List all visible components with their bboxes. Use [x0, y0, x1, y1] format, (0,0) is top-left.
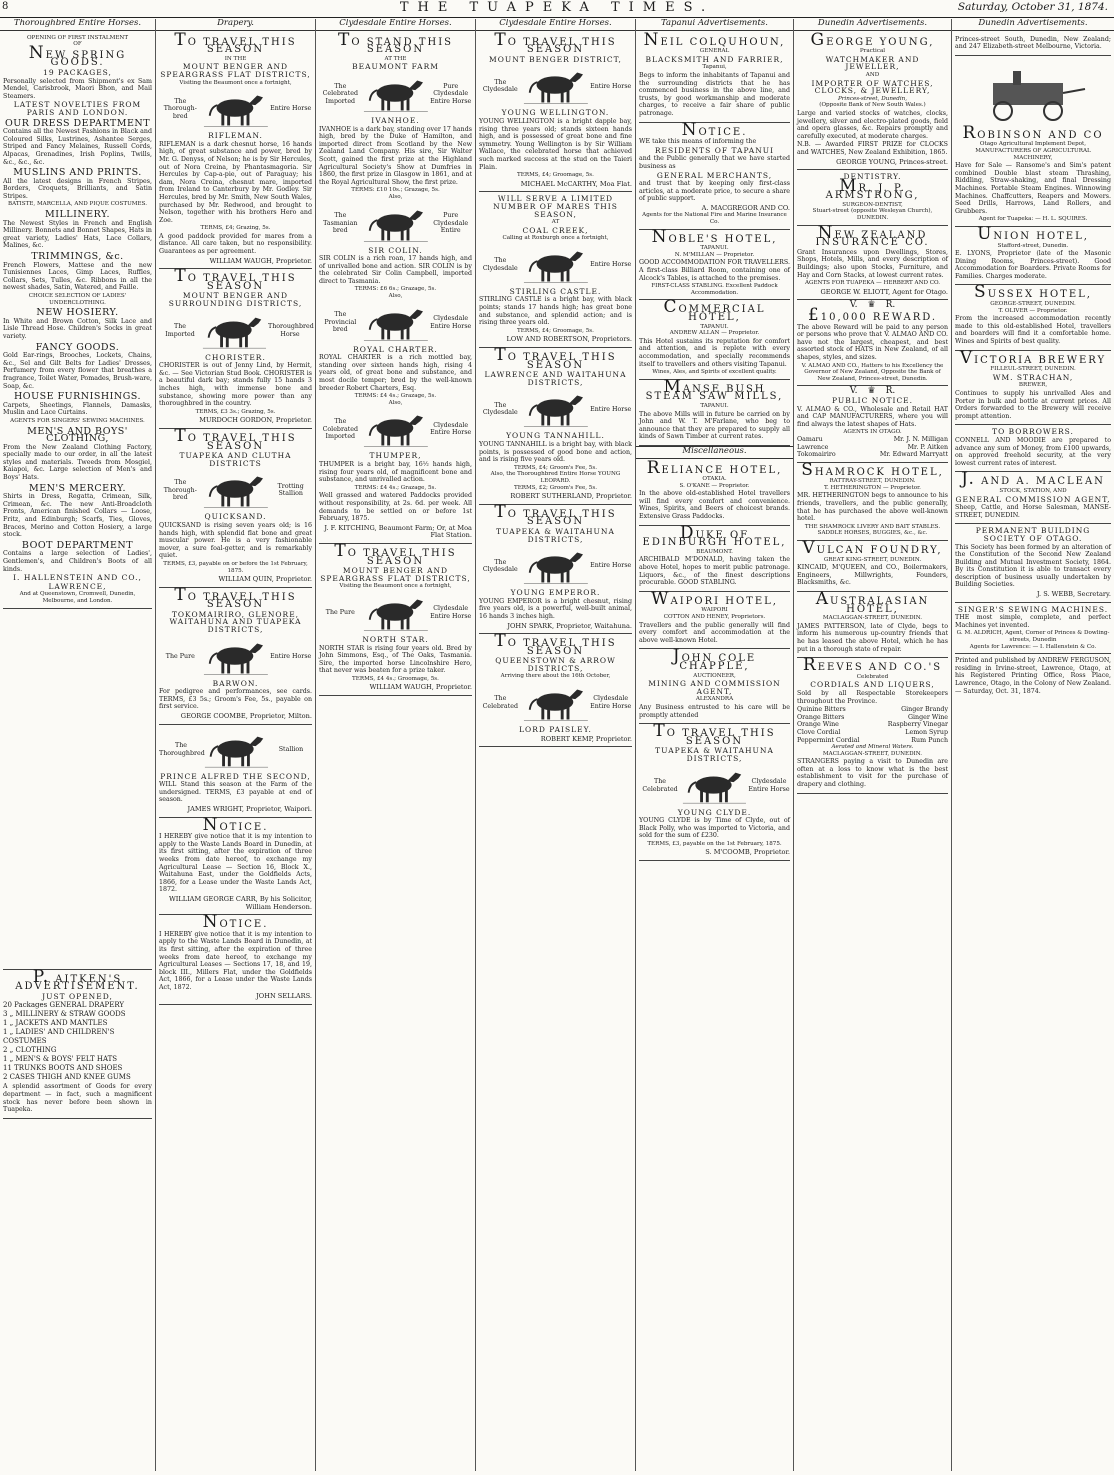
horse-engraving-icon	[522, 66, 590, 106]
commercial-hotel-ad: COMMERCIAL HOTEL, TAPANUI. ANDREW ALLAN — Proprietor. This Hotel sustains its reputation for comfort and attention, and is replete with every accommodation, and specially recommends itself to travellers and others visiting Tapanui. Wines, Ales, and Spirits of excellent quality.	[639, 300, 790, 379]
building-society-ad: PERMANENT BUILDING SOCIETY OF OTAGO. This Society has been formed by an alteration of the Constitution of the Second New Zealand Building and Mutual Investment Society, 1864. By its Constitution it is able to transact every description of business usually undertaken by Building Societies. J. S. WEBB, Secretary.	[955, 524, 1111, 602]
goods-list-item: 3 „ MILLINERY & STRAW GOODS	[3, 1010, 126, 1019]
column-header: Drapery.	[156, 19, 315, 31]
union-hotel-ad: UNION HOTEL, Stafford-street, Dunedin. E. LYONS, Proprietor (late of the Masonic Dining Rooms, Princes-street). Good Accommodation for Boarders. Private Rooms for Families. Charges moderate.	[955, 227, 1111, 286]
product-row: Clove Cordial Lemon Syrup	[797, 728, 948, 736]
page-number: 8	[2, 1, 9, 12]
crest-icon: ♛	[867, 386, 876, 397]
nz-insurance-ad: NEW ZEALAND INSURANCE CO. Grant Insurances upon Dwellings, Stores, Shops, Hotels, Mills, and every description of Buildings; also upon Stocks, Furniture, and Hay and Corn Stacks, at lowest current rates. AGENTS FOR TUAPEKA — HERBERT AND CO. GEORGE W. ELIOTT, Agent for Otago.	[797, 226, 948, 301]
duke-of-edinburgh-ad: DUKE OF EDINBURGH HOTEL, BEAUMONT. ARCHIBALD M'DONALD, having taken the above Hotel, hopes to merit public patronage. Liquors, &c., of the finest descriptions procurable. GOOD STABLING.	[639, 526, 790, 592]
goods-list-item: 1 „ MEN'S & BOYS' FELT HATS	[3, 1055, 118, 1064]
royal-cipher-r-icon: R.	[885, 300, 896, 311]
horse-engraving-icon	[362, 204, 430, 244]
horse-name: THUMPER,	[369, 451, 422, 461]
horse-engraving-icon	[362, 74, 430, 114]
sussex-hotel-ad: SUSSEX HOTEL, GEORGE-STREET, DUNEDIN. T. OLIVER — Proprietor. From the increased accommodation recently made to this old-established Hotel, travellers and boarders will find it a comfortable home. Wines and Spirits of best quality.	[955, 285, 1111, 350]
column-dunedin-2	[952, 19, 1114, 1471]
young-clyde-ad: TO TRAVEL THIS SEASON TUAPEKA & WAITAHUNA DISTRICTS, The Celebrated Clydesdale Entire Horse YOUNG CLYDE. YOUNG CLYDE is by Time of Clyde, out of Black Polly, who was imported to Victoria, and sold for the sum of £230. TERMS, £3, payable on the 1st February, 1875. S. M'COOMB, Proprietor.	[639, 724, 790, 861]
victoria-brewery-ad: VICTORIA BREWERY FILLEUL-STREET, DUNEDIN. WM. STRACHAN, BREWER, Continues to supply his unrivalled Ales and Porter in bulk and bottle at current prices. All Orders forwarded to the Brewery will receive prompt attention.	[955, 351, 1111, 426]
chapple-ad: JOHN COLE CHAPPLE, AUCTIONEER, MINING AND COMMISSION AGENT, ALEXANDRA Any Business entrusted to his care will be promptly attended	[639, 649, 790, 724]
royal-cipher-v-icon: V.	[849, 300, 858, 311]
horse-engraving-icon	[362, 409, 430, 449]
column-header: Tapanui Advertisements.	[636, 19, 793, 31]
product-row: Peppermint Cordial Rum Punch	[797, 736, 948, 744]
column-drapery-hallenstein	[0, 19, 156, 1471]
north-star-ad: TO TRAVEL THIS SEASON MOUNT BENGER AND SPEARGRASS FLAT DISTRICTS, Visiting the Beaumont once a fortnight, The Pure Clydesdale Entire Horse NORTH STAR. NORTH STAR is rising four years old. Bred by John Simmons, Esq., of The Oaks, Tasmania. Sire, the imported horse Lincolnshire Hero, that never was beaten for a prize taker. TERMS, £4 4s.; Groomage, 5s. WILLIAM WAUGH, Proprietor.	[319, 544, 472, 696]
goods-list-item: 1 „ LADIES' AND CHILDREN'S COSTUMES	[3, 1028, 115, 1046]
armstrong-dentist-ad: DENTISTRY. MR. J. P. ARMSTRONG, SURGEON-DENTIST, Stuart-street (opposite Wesleyan Church), DUNEDIN.	[797, 170, 948, 226]
robinson-ad: ROBINSON AND CO Otago Agricultural Implement Depot, MANUFACTURERS OF AGRICULTURAL MACHINERY, Have for Sale — Ransome's and Sim's patent combined Double blast steam Thrashing, Riddling, Straw-shaking, and final Dressing Machines. Portable Steam Engines. Winnowing Machines. Chaffcutters, Reapers and Mowers. Seed Drills, Harrows, Land Rollers, and Grubbers. Agent for Tuapeka: — H. L. SQUIRES.	[955, 56, 1111, 227]
young-wellington-ad: TO TRAVEL THIS SEASON MOUNT BENGER DISTRICT, The Clydesdale Entire Horse YOUNG WELLINGTON. YOUNG WELLINGTON is a bright dapple bay, rising three years old; stands sixteen hands high, and is possessed of great bone and fine symmetry. Young Wellington is by Sir William Wallace, the celebrated horse that achieved such marked success at the stud on the Taieri Plain. TERMS, £4; Groomage, 5s. MICHAEL McCARTHY, Moa Flat.	[479, 33, 632, 193]
colquhoun-ad: NEIL COLQUHOUN, GENERAL BLACKSMITH AND FARRIER, Tapanui, Begs to inform the inhabitants of Tapanui and the surrounding districts that he has commenced business in the above line, and trusts, by good workmanship and moderate charges, to receive a fair share of public patronage.	[639, 33, 790, 123]
quicksand-ad: TO TRAVEL THIS SEASON TUAPEKA AND CLUTHA DISTRICTS The Thorough-bred Trotting Stallion QUICKSAND. QUICKSAND is rising seven years old; is 16 hands high, with splendid flat bone and great muscular power. He is a very fashionable mover, a sure foal-getter, and is remarkably quiet. TERMS, £3, payable on or before the 1st February, 1875. WILLIAM QUIN, Proprietor.	[159, 429, 312, 588]
nobles-hotel-ad: NOBLE'S HOTEL, TAPANUI. N. M'MILLAN — Proprietor. GOOD ACCOMMODATION FOR TRAVELLERS. A first-class Billiard Room, containing one of Alcock's Tables, is attached to the premises. FIRST-CLASS STABLING. Excellent Paddock Accommodation.	[639, 230, 790, 301]
column-tapanui	[636, 19, 794, 1471]
horse-name: YOUNG EMPEROR.	[510, 588, 601, 598]
hallenstein-ad: OPENING OF FIRST INSTALMENT OF NEW SPRING GOODS. 19 PACKAGES, Personally selected from Shipment's ex Sam Mendel, Carisbrook, Maori Bhon, and Mail Steamers. LATEST NOVELTIES FROM PARIS AND LONDON. OUR DRESS DEPARTMENT Contains all the Newest Fashions in Black and Coloured Silks, Lustrines, Ashantee Serges, Striped and Fancy Melaines, Russell Cords, Alpacas, Grenadines, Irish Poplins, Twills, &c., &c., &c. MUSLINS AND PRINTS. All the latest designs in French Stripes, Borders, Croquets, Brilliants, and Satin Stripes. BATISTE, MARCELLA, AND PIQUE COSTUMES. MILLINERY. The Newest Styles in French and English Millinery. Bonnets and Bonnet Shapes, Hats in great variety, Ladies' Hats, Lace Collars, Malines, &c. TRIMMINGS, &c. French Flowers, Mattese and the new Tunisiennes Laces, Gimp Laces, Ruffles, Collars, Sets, Tulles, &c. Ribbons in all the newest shades, Satin, Watered, and Faille. CHOICE SELECTION OF LADIES' UNDERCLOTHING. NEW HOSIERY. In White and Brown Cotton, Silk Lace and Lisle Thread Hose. Children's Socks in great variety. FANCY GOODS. Gold Ear-rings, Brooches, Lockets, Chains, &c., Sel and Gilt Belts for Ladies' Dresses, Perfumery from every flower that breathes a fragrance, Toilet Water, Pomades, Brush-ware, Soap, &c. HOUSE FURNISHINGS. Carpets, Sheetings, Flannels, Damasks, Muslin and Lace Curtains. AGENTS FOR SINGERS' SEWING MACHINES. MEN'S AND BOYS' CLOTHING, From the New Zealand Clothing Factory, specially made to our order, in all the latest styles and materials. Tweeds from Mosgiel, Kaiapoi, &c. Large selection of Men's and Boys' Hats. MEN'S MERCERY. Shirts in Dress, Regatta, Crimean, Silk, Crimean, &c. The new Anti-Broadcloth Fronts, American finished Collars — Loose, Fritz, and Edinburgh; Scarfs, Ties, Gloves, Braces, Merino and Cotton Hosiery, a large stock. BOOT DEPARTMENT Contains a large selection of Ladies', Gentlemen's, and Children's Boots of all kinds. I. HALLENSTEIN AND CO., LAWRENCE, And at Queenstown, Cromwell, Dunedin, Melbourne, and London.	[3, 33, 152, 609]
horse-engraving-icon	[201, 311, 268, 351]
horse-name: SIR COLIN.	[368, 245, 423, 255]
goods-list-item: 11 TRUNKS BOOTS AND SHOES	[3, 1064, 123, 1073]
borrowers-ad: TO BORROWERS. CONNELL AND MOODIE are prepared to advance any sum of Money, from £100 upwards, on approved freehold security, at the very lowest current rates of interest.	[955, 425, 1111, 472]
blank-space	[3, 609, 152, 969]
product-row: Orange Bitters Ginger Wine	[797, 713, 948, 721]
ad-title: P. AITKEN'S ADVERTISEMENT.	[15, 966, 140, 993]
almao-public-notice: V. ♛ R. PUBLIC NOTICE. V. ALMAO & CO., Wholesale and Retail HAT and CAP MANUFACTURERS, where you will find always the latest shapes of Hats. AGENTS IN OTAGO. Oamaru Mr. J. N. Milligan Lawrence Mr. P. Aitken Tokomairiro Mr. Edward Marryatt	[797, 386, 948, 462]
horse-engraving-icon	[202, 89, 270, 129]
horse-name: NORTH STAR.	[362, 634, 429, 644]
goods-list-item: 1 „ JACKETS AND MANTLES	[3, 1019, 108, 1028]
horse-name: ROYAL CHARTER.	[353, 344, 438, 354]
maclean-ad: J. AND A. MACLEAN STOCK, STATION, AND GENERAL COMMISSION AGENT, Sheep, Cattle, and Horse Salesman, MANSE-STREET, DUNEDIN.	[955, 472, 1111, 524]
product-row: Orange Wine Raspberry Vinegar	[797, 721, 948, 729]
prince-alfred-ad: The Thoroughbred Stallion PRINCE ALFRED THE SECOND, WILL Stand this season at the Farm of the undersigned. TERMS, £3 payable at end of season. JAMES WRIGHT, Proprietor, Waipori.	[159, 725, 312, 818]
horse-engraving-icon	[522, 245, 590, 285]
horse-engraving-icon	[681, 766, 748, 806]
saw-mills-ad: MANSE BUSH STEAM SAW MILLS, TAPANUI. The above Mills will in future be carried on by John and W. T. M'Farlane, who beg to announce that they are prepared to supply all kinds of Sawn Timber at current rates.	[639, 380, 790, 446]
machine-engraving-icon	[955, 58, 1111, 128]
column-header: Thoroughbred Entire Horses.	[0, 19, 155, 31]
goods-list-item: 2 „ CLOTHING	[3, 1046, 57, 1055]
reeves-cordials-ad: REEVES AND CO.'S Celebrated CORDIALS AND LIQUERS, Sold by all Respectable Storekeepers throughout the Province. Quinine Bitters Ginger Brandy Orange Bitters Ginger Wine Orange Wine Raspberry Vinegar Clove Cordial Lemon Syrup Peppermint Cordial Rum Punch Aerated and Mineral Waters. MACLAGGAN-STREET, DUNEDIN. STRANGERS paying a visit to Dunedin are often at a loss to know what is the best establishment to visit for the purchase of drapery and clothing.	[797, 658, 948, 794]
column-header: Clydesdale Entire Horses.	[316, 19, 475, 31]
imprint: Printed and published by ANDREW FERGUSON, residing in Irvine-street, Lawrence, Otago, at his Registered Printing Office, Ross Place, Lawrence, Otago, in the Colony of New Zealand. — Saturday, Oct. 31, 1874.	[955, 657, 1111, 695]
agent-row: Oamaru Mr. J. N. Milligan	[797, 435, 948, 443]
horse-engraving-icon	[522, 546, 590, 586]
crest-icon: ♛	[867, 300, 876, 311]
advertiser-name: I. HALLENSTEIN AND CO.,	[13, 573, 142, 583]
agent-row: Tokomairiro Mr. Edward Marryatt	[797, 451, 948, 459]
rifleman-ad: TO TRAVEL THIS SEASON IN THE MOUNT BENGER AND SPEARGRASS FLAT DISTRICTS, Visiting the Beaumont once a fortnight, The Thorough-bred Entire Horse RIFLEMAN. RIFLEMAN is a dark chesnut horse, 16 hands high, of great substance and power, bred by Mr. G. Denyss, of Nelson; he is by Sir Hercules, out of Nora Creina, by Phantasmagoria. Sir Hercules by Cap-a-pie, out of Paraguay; his dam, Nora Creina, chesnut mare, imported from Ireland to Canterbury by Mr. Godley. Sir Hercules, bred by Mr. Smith, New South Wales, purchased by Mr. Redwood, and brought to Nelson, together with his brothers Hero and Zoe. TERMS, £4; Grazing, 5s. A good paddock provided for mares from a distance. All care taken, but no responsibility. Guarantees as per agreement. WILLIAM WAUGH, Proprietor.	[159, 33, 312, 270]
royal-cipher-r-icon: R.	[885, 386, 896, 397]
masthead	[0, 0, 1114, 18]
almao-reward-ad: V. ♛ R. £10,000 REWARD. The above Reward will be paid to any person or persons who prove that V. ALMAO AND CO. have not the largest, cheapest, and best assorted stock of HATS in New Zealand, of all shapes, styles, and sizes. V. ALMAO AND CO., Hatters to his Excellency the Governor of New Zealand, Opposite the Bank of New Zealand, Princes-street, Dunedin.	[797, 300, 948, 386]
issue-date: Saturday, October 31, 1874.	[957, 1, 1108, 13]
reliance-hotel-ad: RELIANCE HOTEL, OTAKIA. S. O'KANE — Proprietor. In the above old-established Hotel travellers will find every comfort and convenience. Wines, Spirits, and Beers of choicest brands. Extensive Grass Paddocks.	[639, 461, 790, 526]
horse-name: IVANHOE.	[371, 115, 420, 125]
agent-row: Lawrence Mr. P. Aitken	[797, 443, 948, 451]
royal-cipher-v-icon: V.	[849, 386, 858, 397]
section-header: Miscellaneous.	[636, 446, 793, 459]
horse-name: CHORISTER.	[205, 352, 266, 362]
goods-list-item: 2 CASES THIGH AND KNEE GUMS	[3, 1073, 131, 1082]
horse-name: YOUNG WELLINGTON.	[501, 108, 610, 118]
waipori-hotel-ad: WAIPORI HOTEL, WAIPORI COTTON AND HENEY, Proprietors. Travellers and the public generally will find every comfort and accommodation at the above well-known Hotel.	[639, 592, 790, 650]
singer-ad: SINGER'S SEWING MACHINES. THE most simple, complete, and perfect Machines yet invented. G. M. ALDRICH, Agent, Corner of Princes & Dowling-streets, Dunedin Agents for Lawrence: — I. Hallenstein & Co.	[955, 603, 1111, 655]
beaumont-farm-ad: TO STAND THIS SEASON AT THE BEAUMONT FARM The Celebrated Imported Pure Clydesdale Entire Horse IVANHOE. IVANHOE is a dark bay, standing over 17 hands high, bred by the Duke of Hamilton, and imported direct from Scotland by the New Zealand Land Company. His sire, Sir Walter Scott, gained the first prize at the Highland Agricultural Society's Show at Dumfries in 1860, the first prize in Glasgow in 1861, and at the Royal Agricultural Show, the first prize. TERMS: £10 10s.; Grazage, 5s. Also, The Tasmanian bred Pure Clydesdale Entire SIR COLIN. SIR COLIN is a rich roan, 17 hands high, and of unrivalled bone and action. SIR COLIN is by the celebrated Sir Colin Campbell, imported direct to Tasmania. TERMS: £6 6s.; Grazage, 5s. Also, The Provincial bred Clydesdale Entire Horse ROYAL CHARTER. ROYAL CHARTER is a rich mottled bay, standing over sixteen hands high, rising 4 years old, of great bone and substance, and most docile temper; bred by the well-known breeder Robert Charters, Esq. TERMS: £4 4s.; Grazage, 5s. Also, The Colebrated Imported Clydesdale Entire Horse THUMPER, THUMPER is a bright bay, 16½ hands high, rising four years old, of magnificent bone and substance, and unrivalled action. TERMS: £4 4s.; Grazage, 5s. Well grassed and watered Paddocks provided without responsibility, at 2s. 6d. per week. All demands to be settled on or before 1st February, 1875. J. F. KITCHING, Beaumont Farm; Or, at Moa Flat Station.	[319, 33, 472, 544]
newspaper-title: THE TUAPEKA TIMES.	[399, 0, 715, 15]
horse-engraving-icon	[362, 593, 430, 633]
horse-engraving-icon	[202, 470, 270, 510]
horse-engraving-icon	[522, 683, 590, 723]
young-emperor-ad: TO TRAVEL THIS SEASON TUAPEKA & WAITAHUNA DISTRICTS, The Clydesdale Entire Horse YOUNG EMPEROR. YOUNG EMPEROR is a bright chesnut, rising five years old, is a powerful, well-built animal, 16 hands 3 inches high. JOHN SPARK, Proprietor, Waitahuna.	[479, 505, 632, 634]
barwon-ad: TO TRAVEL THIS SEASON TOKOMAIRIRO, GLENORE, WAITAHUNA AND TUAPEKA DISTRICTS, The Pure Entire Horse BARWON. For pedigree and performances, see cards. TERMS, £3 5s.; Groom's Fee, 5s., payable on first service. GEORGE COOMBE, Proprietor, Milton.	[159, 588, 312, 725]
george-young-ad: GEORGE YOUNG, Practical WATCHMAKER AND JEWELLER, AND IMPORTER OF WATCHES, CLOCKS, & JEWELLERY, Princes-street, Dunedin, (Opposite Bank of New South Wales.) Large and varied stocks of watches, clocks, jewellery, silver and electro-plated goods, field and opera glasses, &c. Repairs promptly and carefully executed, at moderate charges. N.B. — Awarded FIRST PRIZE for CLOCKS and WATCHES, New Zealand Exhibition, 1865. GEORGE YOUNG, Princes-street.	[797, 33, 948, 171]
horse-engraving-icon	[203, 730, 270, 770]
macgregor-notice: NOTICE. WE take this means of informing the RESIDENTS OF TAPANUI and the Public generally that we have started business as GENERAL MERCHANTS, and trust that by keeping only first-class articles, at a moderate price, to secure a share of public support. A. MACGREGOR AND CO. Agents for the National Fire and Marine Insurance Co.	[639, 123, 790, 230]
ad-title: NEW SPRING GOODS.	[28, 42, 127, 69]
australasian-hotel-ad: AUSTRALASIAN HOTEL, MACLAGGAN-STREET, DUNEDIN. JAMES PATTERSON, late of Clyde, begs to inform his numerous up-country friends that he has leased the above Hotel, which he has put in a thorough state of repair.	[797, 592, 948, 658]
young-tannahill-ad: TO TRAVEL THIS SEASON LAWRENCE AND WAITAHUNA DISTRICTS, The Clydesdale Entire Horse YOUNG TANNAHILL. YOUNG TANNAHILL is a bright bay, with black points, is possessed of good bone and action, and is rising five years old. TERMS, £4; Groom's Fee, 5s. Also, the Thoroughbred Entire Horse YOUNG LEOPARD. TERMS, £2; Groom's Fee, 5s. ROBERT SUTHERLAND, Proprietor.	[479, 348, 632, 505]
horse-name: PRINCE ALFRED THE SECOND,	[160, 771, 311, 781]
notice-carr: NOTICE. I HEREBY give notice that it is my intention to apply to the Waste Lands Board in Dunedin, at its first sitting, after the expiration of three weeks from date hereof, to exchange my Agricultural Lease — Section 16, Block X., Waitahuna East, under the Goldfields Acts, 1866, for a Lease under the Waste Lands Act, 1872. WILLIAM GEORGE CARR, By his Solicitor, William Henderson.	[159, 818, 312, 916]
horse-name: LORD PAISLEY.	[519, 725, 592, 735]
horse-name: YOUNG CLYDE.	[677, 807, 752, 817]
horse-name: RIFLEMAN.	[208, 131, 263, 141]
product-row: Quinine Bitters Ginger Brandy	[797, 706, 948, 714]
aitken-ad: P. AITKEN'S ADVERTISEMENT. JUST OPENED, 20 Packages GENERAL DRAPERY 3 „ MILLINERY & STRAW GOODS 1 „ JACKETS AND MANTLES 1 „ LADIES' AND CHILDREN'S COSTUMES 2 „ CLOTHING 1 „ MEN'S & BOYS' FELT HATS 11 TRUNKS BOOTS AND SHOES 2 CASES THIGH AND KNEE GUMS A splendid assortment of Goods for every department — in fact, such a magnificent stock has never before been shown in Tuapeka.	[3, 969, 152, 1119]
vulcan-foundry-ad: VULCAN FOUNDRY, GREAT KING-STREET, DUNEDIN. KINCAID, M'QUEEN, and CO., Boilermakers, Engineers, Millwrights, Founders, Blacksmiths, &c.	[797, 541, 948, 592]
horse-name: BARWON.	[212, 678, 259, 688]
horse-name: QUICKSAND.	[204, 512, 267, 522]
notice-sellars: NOTICE. I HEREBY give notice that it is my intention to apply to the Waste Lands Board in Dunedin, at its first sitting, after the expiration of three weeks from date hereof, to exchange my Agricultural Leases — Sections 17, 18, and 19, block III., Millers Flat, under the Goldfields Act, 1866, for a Lease under the Waste Lands Act, 1872. JOHN SELLARS.	[159, 915, 312, 1005]
horse-name: YOUNG TANNAHILL.	[506, 431, 605, 441]
column-header: Clydesdale Entire Horses.	[476, 19, 635, 31]
column-clydesdale-2	[476, 19, 636, 1471]
column-dunedin-1	[794, 19, 952, 1471]
column-clydesdale-1	[316, 19, 476, 1471]
lord-paisley-ad: TO TRAVEL THIS SEASON QUEENSTOWN & ARROW DISTRICTS, Arriving there about the 16th October, The Celebrated Clydesdale Entire Horse LORD PAISLEY. ROBERT KEMP, Proprietor.	[479, 634, 632, 747]
shamrock-hotel-ad: SHAMROCK HOTEL, RATTRAY-STREET, DUNEDIN. T. HETHERINGTON — Proprietor. MR. HETHERINGTON begs to announce to his friends, travellers, and the public generally, that he has purchased the above well-known hotel. THE SHAMROCK LIVERY AND BAIT STABLES. SADDLE HORSES, BUGGIES, &c., &c.	[797, 463, 948, 541]
column-thoroughbred	[156, 19, 316, 1471]
column-header: Dunedin Advertisements.	[952, 19, 1114, 31]
stirling-castle-ad: WILL SERVE A LIMITED NUMBER OF MARES THIS SEASON, AT COAL CREEK, Calling at Roxburgh once a fortnight, The Clydesdale Entire Horse STIRLING CASTLE. STIRLING CASTLE is a bright bay, with black points; stands 17 hands high; has great bone and substance, and splendid action; and is rising three years old. TERMS, £4; Groomage, 5s. LOW AND ROBERTSON, Proprietors.	[479, 192, 632, 348]
continued-address: Princes-street South, Dunedin, New Zealand; and 247 Elizabeth-street Melbourne, Victoria.	[955, 33, 1111, 56]
horse-engraving-icon	[202, 637, 270, 677]
column-header: Dunedin Advertisements.	[794, 19, 951, 31]
horse-name: STIRLING CASTLE.	[509, 286, 602, 296]
chorister-ad: TO TRAVEL THIS SEASON MOUNT BENGER AND SURROUNDING DISTRICTS, The Imported Thoroughbred Horse CHORISTER. CHORISTER is out of Jenny Lind, by Hermit, &c. — See Victorian Stud Book. CHORISTER is a beautiful dark bay; stands fully 15 hands 3 inches high, with immense bone and substance, showing more power than any thoroughbred in the country. TERMS, £3 3s.; Grazing, 5s. MURDOCH GORDON, Proprietor.	[159, 269, 312, 429]
horse-engraving-icon	[362, 303, 430, 343]
horse-engraving-icon	[522, 389, 590, 429]
